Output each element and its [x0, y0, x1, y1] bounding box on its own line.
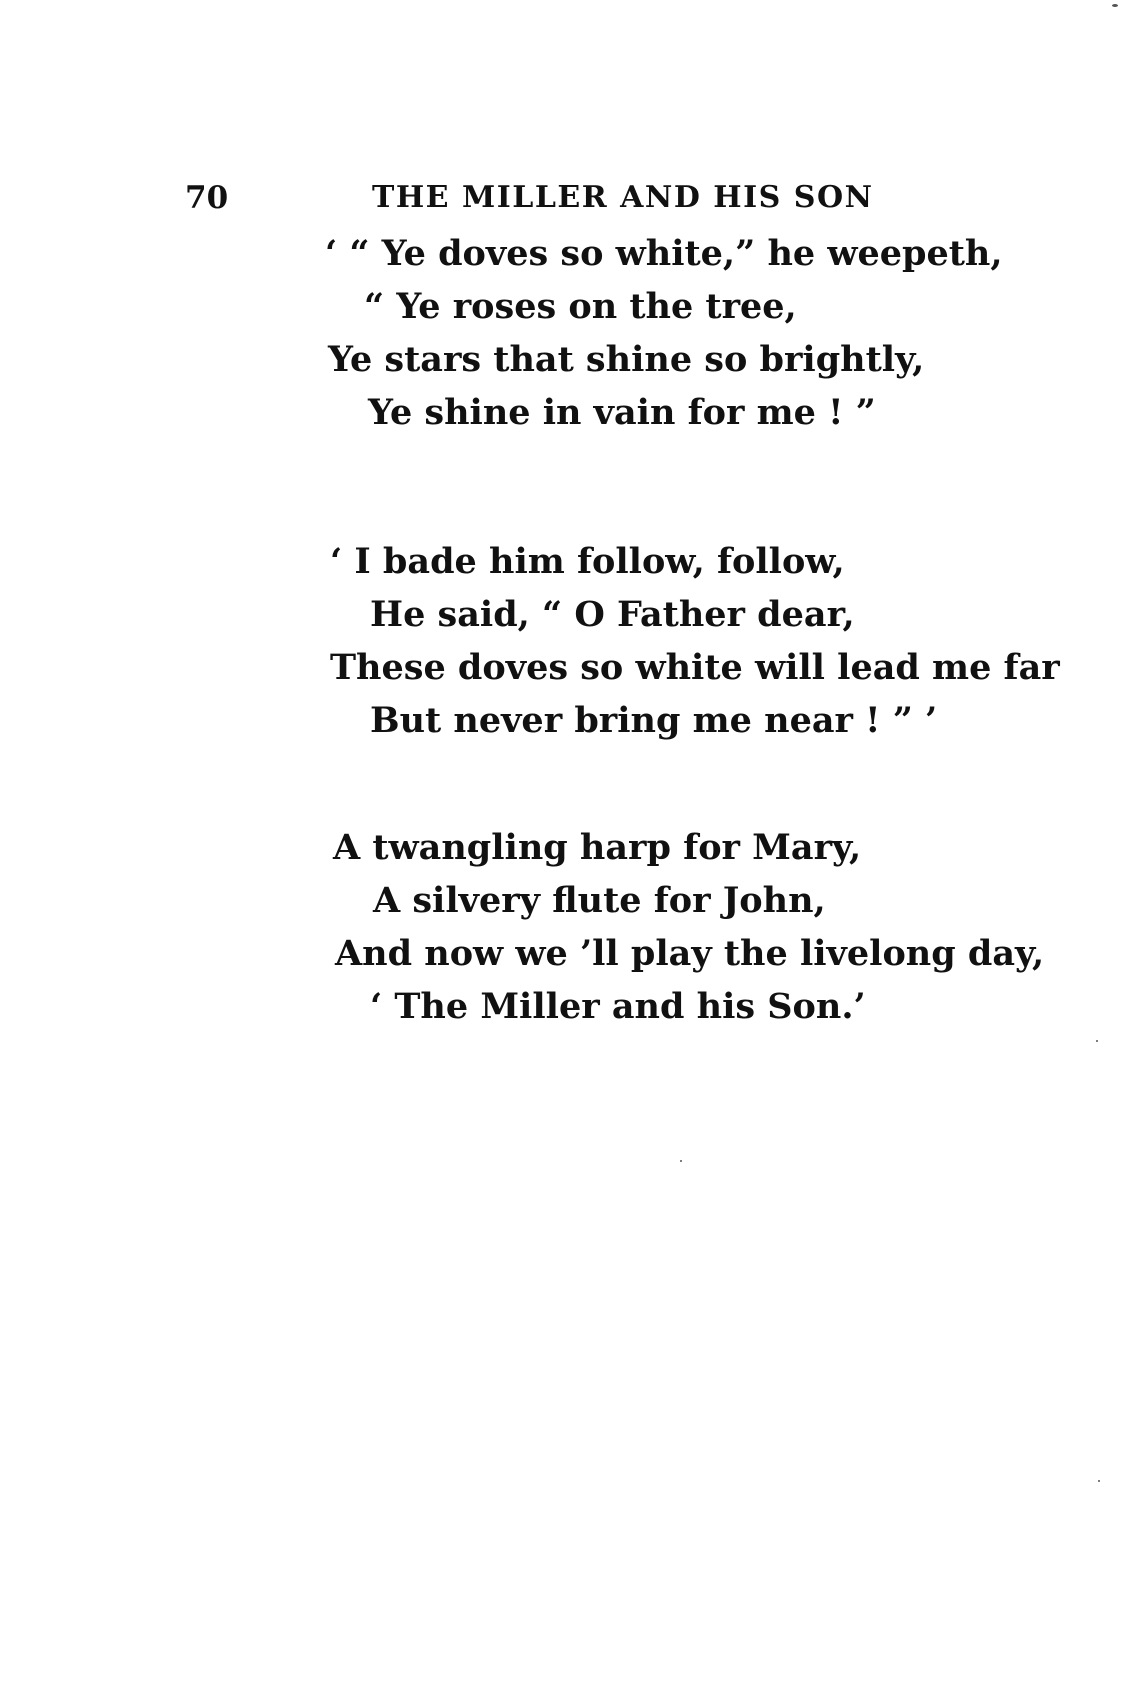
poem-line: ‘ “ Ye doves so white,” he weepeth,: [325, 233, 1003, 274]
poem-line: “ Ye roses on the tree,: [364, 286, 797, 327]
scan-speck: [1098, 1480, 1100, 1482]
poem-line: ‘ I bade him follow, follow,: [330, 541, 845, 582]
scan-speck: [1096, 1040, 1098, 1042]
poem-line: Ye stars that shine so brightly,: [328, 339, 925, 380]
poem-line: He said, “ O Father dear,: [370, 594, 855, 635]
running-head: [0, 178, 1121, 218]
running-title: THE MILLER AND HIS SON: [372, 180, 874, 215]
scan-speck: [680, 1160, 682, 1162]
page-number: 70: [185, 180, 229, 216]
scan-speck: [1112, 4, 1118, 7]
poem-line: ‘ The Miller and his Son.’: [370, 986, 866, 1027]
poem-line: Ye shine in vain for me ! ”: [368, 392, 876, 433]
poem-line: And now we ’ll play the livelong day,: [335, 933, 1045, 974]
poem-line: These doves so white will lead me far: [330, 647, 1060, 688]
poem-line: A silvery flute for John,: [373, 880, 826, 921]
poem-line: But never bring me near ! ” ’: [370, 700, 938, 741]
poem-line: A twangling harp for Mary,: [333, 827, 862, 868]
